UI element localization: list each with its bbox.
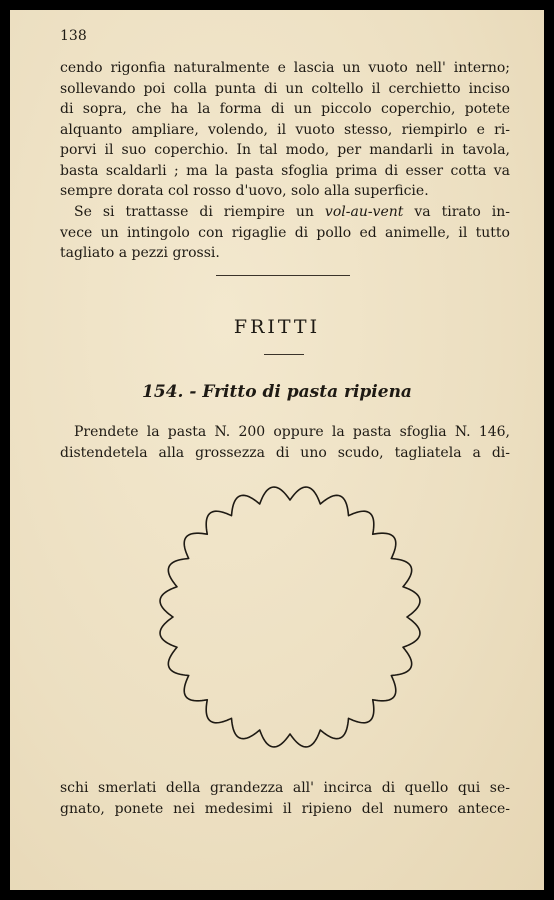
- paragraph-continued: [60, 58, 510, 202]
- page-number: 138: [60, 28, 87, 44]
- text-line: porvi il suo coperchio. In tal modo, per mandarli in tavola,: [60, 142, 510, 158]
- text-segment: Se si trattasse di riempire un: [74, 204, 325, 220]
- text-line: distendetela alla grossezza di uno scudo, tagliatela a di-: [60, 444, 510, 461]
- book-page: [10, 10, 544, 890]
- text-line: alquanto ampliare, volendo, il vuoto stesso, riempirlo e ri-: [60, 121, 510, 138]
- text-segment: va tirato in-: [403, 204, 511, 220]
- text-line: sollevando poi colla punta di un coltello il cerchietto inciso: [60, 80, 510, 97]
- text-line: [60, 202, 510, 223]
- scalloped-circle-icon: [160, 487, 420, 747]
- text-line: tagliato a pezzi grossi.: [60, 245, 220, 261]
- paragraph-recipe: [60, 422, 510, 463]
- text-line: di sopra, che ha la forma di un piccolo coperchio, potete: [60, 101, 510, 117]
- recipe-title: 154. - Fritto di pasta ripiena: [142, 382, 412, 402]
- text-line: schi smerlati della grandezza all' incirca di quello qui se-: [60, 780, 510, 796]
- title-underline: [264, 354, 304, 355]
- text-line: gnato, ponete nei medesimi il ripieno del numero antece-: [60, 800, 510, 817]
- text-line: cendo rigonfia naturalmente e lascia un vuoto nell' interno;: [60, 60, 510, 76]
- text-line: vece un intingolo con rigaglie di pollo ed animelle, il tutto: [60, 224, 510, 241]
- text-line: Prendete la pasta N. 200 oppure la pasta sfoglia N. 146,: [74, 424, 510, 440]
- section-title: FRITTI: [233, 316, 321, 338]
- scalloped-circle-figure: [150, 478, 430, 756]
- text-line: basta scaldarli ; ma la pasta sfoglia prima di esser cotta va: [60, 162, 510, 179]
- text-line: sempre dorata col rosso d'uovo, solo alla superficie.: [60, 183, 429, 199]
- paragraph-recipe-continued: [60, 778, 510, 819]
- section-divider: [216, 275, 350, 276]
- paragraph-vol-au-vent: [60, 202, 510, 264]
- italic-term: vol-au-vent: [324, 204, 404, 220]
